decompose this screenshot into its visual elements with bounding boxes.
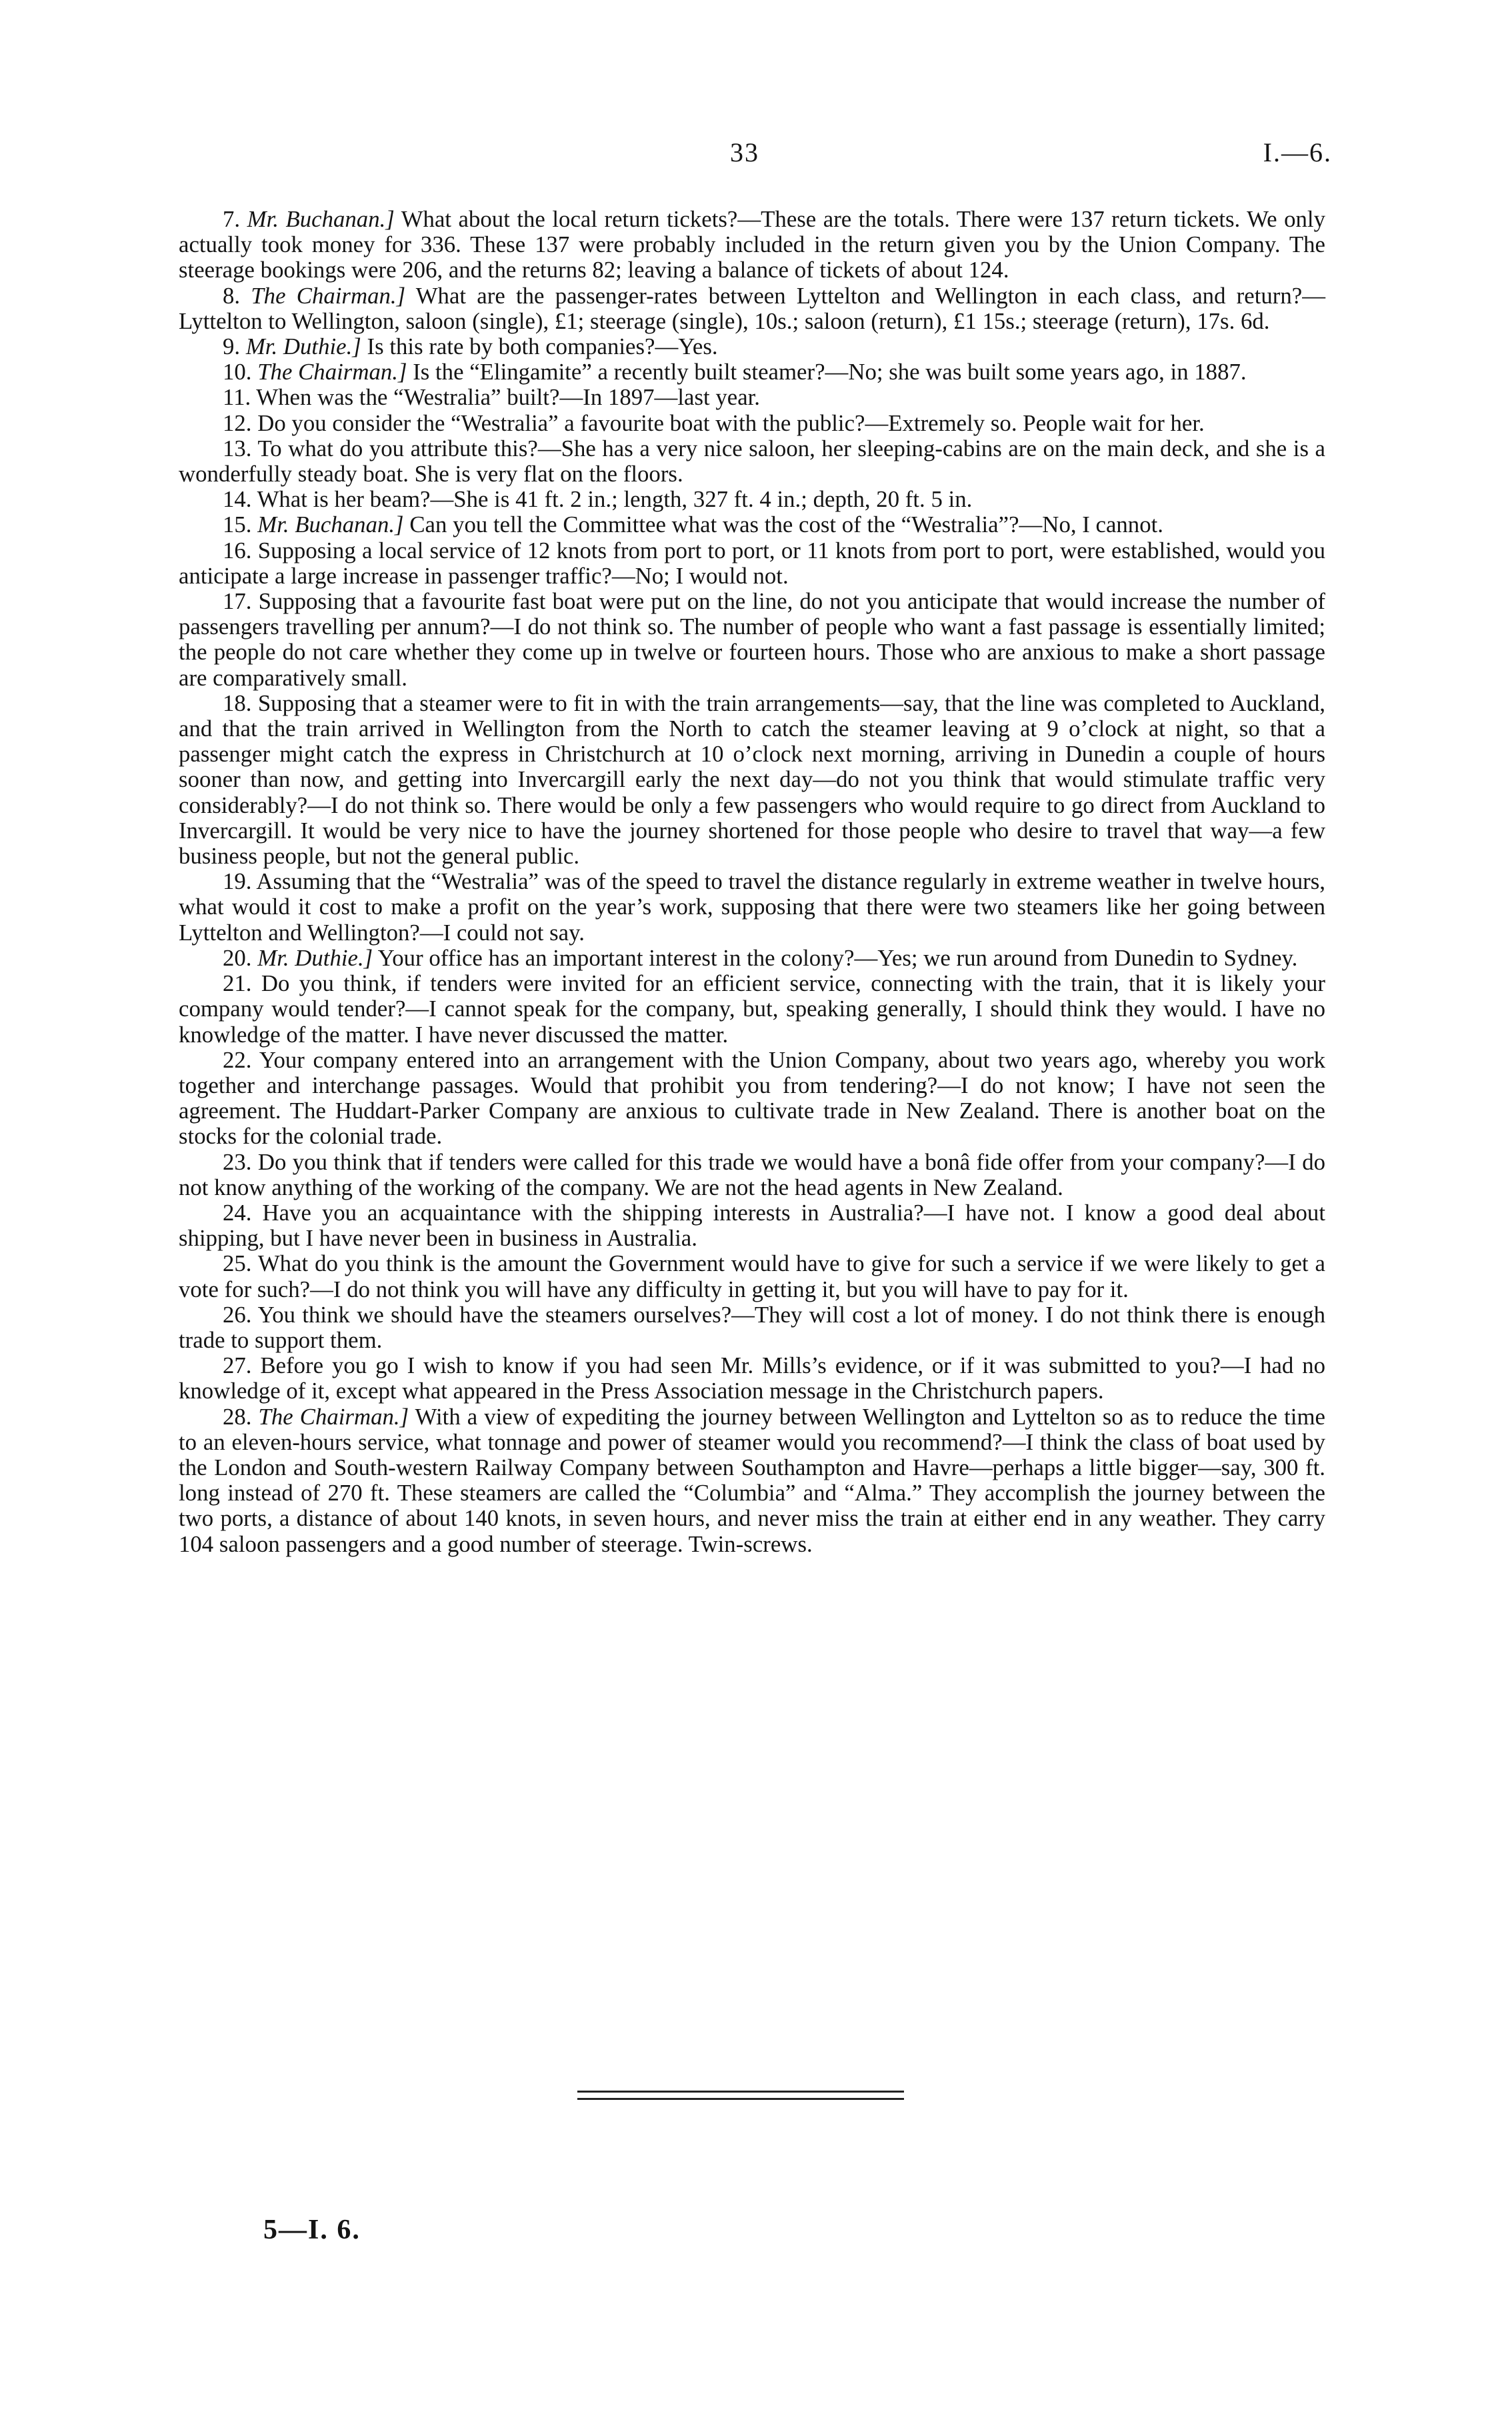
- entry-text: You think we should have the steamers ourselves?—They will cost a lot of money. I do not think there is enough trade to support them.: [179, 1301, 1325, 1353]
- entry-text: What are the passenger-rates between Lyttelton and Wellington in each class, and return?—Lyttelton to Wellington, saloon (single), £1; steerage (single), 10s.; saloon (return), £1 15s.; steerage (return), 17s. 6d.: [179, 282, 1326, 334]
- entry-number: 8.: [223, 282, 241, 309]
- entry-text: Have you an acquaintance with the shipping interests in Australia?—I have not. I know a good deal about shipping, but I have never been in business in Australia.: [179, 1199, 1325, 1252]
- entry-text: What do you think is the amount the Government would have to give for such a service if we were likely to get a vote for such?—I do not think you will have any difficulty in getting it, but you will have to pay for it.: [179, 1250, 1325, 1302]
- page-reference: I.—6.: [1263, 137, 1332, 167]
- evidence-body: [179, 207, 1325, 1557]
- entry-number: 9.: [223, 333, 241, 360]
- question-answer-16: [179, 538, 1325, 589]
- entry-text: To what do you attribute this?—She has a very nice saloon, her sleeping-cabins are on the main deck, and she is a wonderfully steady boat. She is very flat on the floors.: [179, 435, 1325, 487]
- speaker: The Chairman.]: [251, 282, 406, 309]
- question-answer-21: [179, 971, 1325, 1048]
- entry-text: Your company entered into an arrangement with the Union Company, about two years ago, whereby you work together and interchange passages. Would that prohibit you from tendering?—I do not know; I have not seen the agreement. The Huddart-Parker Company are anxious to cultivate trade in New Zealand. There is another boat on the stocks for the colonial trade.: [179, 1046, 1325, 1150]
- entry-number: 11.: [223, 384, 251, 411]
- entry-number: 19.: [223, 868, 252, 895]
- entry-number: 15.: [223, 511, 252, 538]
- question-answer-20: [179, 946, 1325, 971]
- entry-number: 21.: [223, 970, 252, 997]
- entry-text: Before you go I wish to know if you had seen Mr. Mills’s evidence, or if it was submitted to you?—I had no knowledge of it, except what appeared in the Press Association message in the Christchurch papers.: [179, 1352, 1326, 1404]
- question-answer-22: [179, 1048, 1325, 1150]
- page-number: 33: [730, 137, 759, 167]
- question-answer-19: [179, 869, 1325, 946]
- entry-number: 22.: [223, 1046, 252, 1073]
- entry-text: Supposing that a steamer were to fit in with the train arrangements—say, that the line was completed to Auckland, and that the train arrived in Wellington from the North to catch the steamer leaving at 9 o’clock at night, so that a passenger might catch the express in Christchurch at 10 o’clock next morning, arriving in Dunedin a couple of hours sooner than now, and getting into Invercargill early the next day—do not you think that would stimulate traffic very considerably?—I do not think so. There would be only a few passengers who would require to go direct from Auckland to Invercargill. It would be very nice to have the journey shortened for those people who desire to travel that way—a few business people, but not the general public.: [179, 690, 1325, 870]
- entry-number: 13.: [223, 435, 252, 461]
- entry-number: 10.: [223, 359, 252, 385]
- question-answer-24: [179, 1200, 1325, 1251]
- question-answer-13: [179, 436, 1325, 487]
- signature-mark: 5—I. 6.: [263, 2215, 361, 2245]
- section-divider-top: [577, 2091, 904, 2093]
- speaker: The Chairman.]: [258, 1403, 409, 1430]
- question-answer-25: [179, 1251, 1325, 1302]
- entry-text: Do you think, if tenders were invited for an efficient service, connecting with the train, that it is likely your company would tender?—I cannot speak for the company, but, speaking generally, I should think they would. I have no knowledge of the matter. I have never discussed the matter.: [179, 970, 1326, 1048]
- speaker: Mr. Duthie.]: [257, 944, 373, 971]
- entry-text: What is her beam?—She is 41 ft. 2 in.; length, 327 ft. 4 in.; depth, 20 ft. 5 in.: [257, 486, 973, 513]
- question-answer-17: [179, 589, 1325, 691]
- entry-number: 18.: [223, 690, 252, 716]
- question-answer-10: [179, 359, 1325, 385]
- section-divider-bottom: [577, 2098, 904, 2100]
- entry-number: 12.: [223, 409, 252, 436]
- question-answer-12: [179, 411, 1325, 436]
- speaker: Mr. Buchanan.]: [257, 511, 404, 538]
- entry-text: Supposing that a favourite fast boat were put on the line, do not you anticipate that would increase the number of passengers travelling per annum?—I do not think so. The number of people who want a fast passage is essentially limited; the people do not care whether they come up in twelve or fourteen hours. Those who are anxious to make a short passage are comparatively small.: [179, 588, 1325, 691]
- question-answer-9: [179, 334, 1325, 359]
- speaker: Mr. Buchanan.]: [247, 206, 395, 232]
- question-answer-7: [179, 207, 1325, 283]
- entry-text: Is this rate by both companies?—Yes.: [367, 333, 718, 360]
- question-answer-15: [179, 512, 1325, 537]
- question-answer-18: [179, 691, 1325, 869]
- entry-number: 16.: [223, 537, 252, 563]
- page-header: [0, 137, 1512, 177]
- entry-number: 24.: [223, 1199, 252, 1226]
- question-answer-28: [179, 1404, 1325, 1557]
- entry-number: 20.: [223, 944, 252, 971]
- entry-number: 27.: [223, 1352, 252, 1379]
- question-answer-11: [179, 385, 1325, 410]
- entry-text: With a view of expediting the journey between Wellington and Lyttelton so as to reduce the time to an eleven-hours service, what tonnage and power of steamer would you recommend?—I think the class of boat used by the London and South-western Railway Company between Southampton and Havre—perhaps a little bigger—say, 300 ft. long instead of 270 ft. These steamers are called the “Columbia” and “Alma.” They accomplish the journey between the two ports, a distance of about 140 knots, in seven hours, and never miss the train at either end in any weather. They carry 104 saloon passengers and a good number of steerage. Twin-screws.: [179, 1403, 1325, 1557]
- entry-text: Is the “Elingamite” a recently built steamer?—No; she was built some years ago, in 1887.: [413, 359, 1247, 385]
- entry-number: 28.: [223, 1403, 252, 1430]
- question-answer-8: [179, 283, 1325, 334]
- question-answer-14: [179, 487, 1325, 512]
- entry-text: What about the local return tickets?—These are the totals. There were 137 return tickets. We only actually took money for 336. These 137 were probably included in the return given you by the Union Company. The steerage bookings were 206, and the returns 82; leaving a balance of tickets of about 124.: [179, 206, 1325, 283]
- entry-text: Supposing a local service of 12 knots from port to port, or 11 knots from port to port, were established, would you anticipate a large increase in passenger traffic?—No; I would not.: [179, 537, 1325, 589]
- question-answer-23: [179, 1150, 1325, 1200]
- entry-text: When was the “Westralia” built?—In 1897—last year.: [256, 384, 761, 411]
- entry-text: Can you tell the Committee what was the cost of the “Westralia”?—No, I cannot.: [409, 511, 1163, 538]
- entry-text: Do you consider the “Westralia” a favourite boat with the public?—Extremely so. People wait for her.: [257, 409, 1205, 436]
- speaker: Mr. Duthie.]: [245, 333, 361, 360]
- question-answer-26: [179, 1302, 1325, 1353]
- speaker: The Chairman.]: [257, 359, 407, 385]
- entry-number: 7.: [223, 206, 241, 232]
- question-answer-27: [179, 1353, 1325, 1404]
- entry-number: 25.: [223, 1250, 252, 1277]
- entry-number: 17.: [223, 588, 252, 615]
- entry-number: 14.: [223, 486, 252, 513]
- entry-text: Your office has an important interest in the colony?—Yes; we run around from Dunedin to Sydney.: [377, 944, 1298, 971]
- entry-text: Assuming that the “Westralia” was of the speed to travel the distance regularly in extreme weather in twelve hours, what would it cost to make a profit on the year’s work, supposing that there were two steamers like her going between Lyttelton and Wellington?—I could not say.: [179, 868, 1326, 946]
- entry-number: 23.: [223, 1148, 252, 1175]
- entry-text: Do you think that if tenders were called for this trade we would have a bonâ fide offer from your company?—I do not know anything of the working of the company. We are not the head agents in New Zealand.: [179, 1148, 1325, 1200]
- entry-number: 26.: [223, 1301, 252, 1328]
